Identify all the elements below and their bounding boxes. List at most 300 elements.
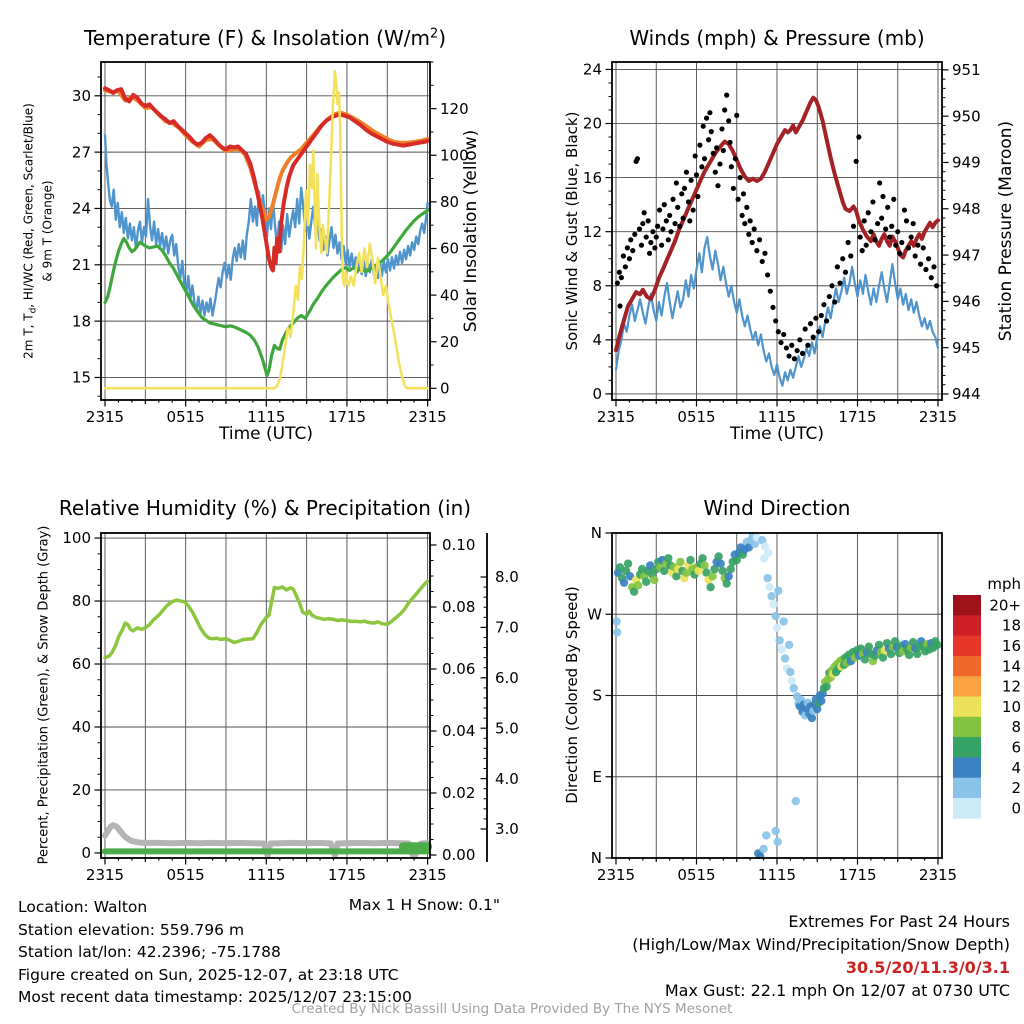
wind-gusts-black-point — [627, 256, 632, 261]
wind-gusts-black-point — [717, 161, 722, 166]
wind-gusts-black-point — [800, 351, 805, 356]
wind-gusts-black-point — [803, 326, 808, 331]
extremes-title: Extremes For Past 24 Hours — [788, 912, 1010, 931]
wind-gusts-black-point — [697, 143, 702, 148]
temp-left-axis-label-line2: & 9m T (Orange) — [40, 180, 55, 282]
tick-label: 100 — [440, 146, 469, 165]
wind-gusts-black-point — [797, 337, 802, 342]
extremes-subtitle: (High/Low/Max Wind/Precipitation/Snow Depth) — [632, 935, 1010, 954]
wind-gusts-black-point — [699, 164, 704, 169]
wind-gusts-black-point — [727, 140, 732, 145]
wind-gusts-black-point — [706, 137, 711, 142]
wind-gusts-black-point — [872, 237, 877, 242]
wind-gusts-black-point — [835, 264, 840, 269]
wind-gusts-black-point — [918, 262, 923, 267]
wind-direction-point — [642, 578, 650, 586]
wind-gusts-black-point — [714, 145, 719, 150]
tick-label: 2315 — [408, 866, 447, 884]
tick-label: 30 — [71, 87, 91, 105]
wind-direction-point — [767, 592, 775, 600]
wind-direction-point — [817, 697, 825, 705]
station-latlon: Station lat/lon: 42.2396; -75.1788 — [18, 943, 281, 962]
humidity-precipitation-chart — [62, 529, 519, 884]
wind-gusts-black-point — [704, 116, 709, 121]
wind-direction-point — [913, 650, 921, 658]
wind-gusts-black-point — [623, 264, 628, 269]
wind-gusts-black-point — [733, 156, 738, 161]
wind-gusts-black-point — [670, 197, 675, 202]
wind-gusts-black-point — [625, 245, 630, 250]
winds-xaxis-label: Time (UTC) — [730, 424, 824, 444]
tick-label: 60 — [71, 655, 91, 674]
temp-left-axis-label-line1: 2m T, $T_d$, HI/WC (Red, Green, Scarlet/Blue) — [21, 103, 39, 359]
wind-gusts-black-point — [646, 218, 651, 223]
wind-direction-point — [822, 682, 830, 690]
wind-gusts-black-point — [709, 129, 714, 134]
colorbar-swatch-12 — [953, 676, 981, 697]
wind-direction-point — [808, 714, 816, 722]
wind-direction-point — [773, 624, 781, 632]
tick-label: 16 — [1001, 636, 1021, 655]
wind-gusts-black-point — [719, 126, 724, 131]
wind-gusts-black-point — [695, 194, 700, 199]
tick-label: 1115 — [757, 866, 797, 884]
wind-direction-point — [686, 556, 694, 564]
wind-direction-point — [700, 561, 708, 569]
station-info-block — [18, 896, 412, 1009]
wind-direction-point — [762, 831, 770, 839]
wind-gusts-black-point — [837, 280, 842, 285]
wind-left-axis-label: Sonic Wind & Gust (Blue, Black) — [563, 111, 581, 351]
wind-direction-point — [865, 643, 873, 651]
wind-direction-point — [714, 552, 722, 560]
wind-direction-point — [933, 641, 941, 649]
wind-gusts-black-point — [715, 183, 720, 188]
wind-direction-point — [780, 617, 788, 625]
tick-label: 1715 — [838, 408, 877, 426]
wind-direction-point — [698, 554, 706, 562]
tick-label: 0.04 — [442, 722, 476, 741]
speed-colorbar — [953, 575, 1021, 819]
wind-gusts-black-point — [694, 172, 699, 177]
colorbar-swatch-20+ — [953, 595, 981, 616]
temp-title-sup: 2 — [429, 26, 439, 42]
wind-gusts-black-point — [666, 237, 671, 242]
humidity-chart-title: Relative Humidity (%) & Precipitation (in) — [58, 496, 472, 520]
tick-label: 24 — [71, 199, 91, 218]
wind-gusts-black-point — [662, 202, 667, 207]
wind-direction-chart-title: Wind Direction — [703, 496, 851, 520]
wind-gusts-black-point — [640, 221, 645, 226]
tick-label: S — [592, 686, 602, 705]
tick-label: 1115 — [247, 408, 286, 426]
wind-gusts-black-point — [895, 229, 900, 234]
wind-direction-point — [764, 549, 772, 557]
wind-gusts-black-point — [637, 226, 642, 231]
wind-direction-point — [759, 845, 767, 853]
tick-label: 80 — [440, 193, 460, 212]
tick-label: 2315 — [596, 408, 636, 426]
tick-label: 6 — [1011, 738, 1021, 757]
wind-gusts-black-point — [889, 224, 894, 229]
wind-gusts-black-point — [621, 253, 626, 258]
wind-direction-chart — [587, 524, 957, 884]
wind-gusts-black-point — [684, 170, 689, 175]
tick-label: 8 — [592, 276, 602, 295]
colorbar-swatch-4 — [953, 757, 981, 778]
wind-gusts-black-point — [795, 348, 800, 353]
extremes-values: 30.5/20/11.3/0/3.1 — [845, 958, 1010, 977]
wind-direction-point — [781, 654, 789, 662]
tick-label: 1115 — [247, 866, 286, 884]
wind-gusts-black-point — [765, 272, 770, 277]
wind-gusts-black-point — [854, 159, 859, 164]
tick-label: 2315 — [918, 408, 958, 426]
wind-direction-point — [785, 641, 793, 649]
tick-label: 950 — [952, 107, 981, 126]
wind-gusts-black-point — [615, 280, 620, 285]
wind-gusts-black-point — [870, 199, 875, 204]
wind-gusts-black-point — [711, 151, 716, 156]
wind-gusts-black-point — [934, 283, 939, 288]
wind-gusts-black-point — [674, 180, 679, 185]
wind-gusts-black-point — [862, 218, 867, 223]
tick-label: 20 — [582, 114, 602, 133]
wind-gusts-black-point — [829, 283, 834, 288]
wind-gusts-black-point — [921, 245, 926, 250]
wind-direction-point — [624, 559, 632, 567]
wind-gusts-black-point — [811, 335, 816, 340]
wind-gusts-black-point — [647, 251, 652, 256]
wind-gusts-black-point — [664, 218, 669, 223]
wind-direction-point — [725, 572, 733, 580]
tick-label: 4.0 — [495, 769, 519, 788]
wind-gusts-black-point — [691, 207, 696, 212]
tick-label: 0 — [81, 844, 91, 863]
wind-direction-point — [773, 838, 781, 846]
tick-label: 0515 — [166, 866, 205, 884]
wind-gusts-black-point — [675, 205, 680, 210]
tick-label: 60 — [440, 239, 460, 258]
tick-label: 80 — [71, 592, 91, 611]
wind-gusts-black-point — [819, 313, 824, 318]
wind-direction-point — [676, 558, 684, 566]
wind-direction-point — [777, 645, 785, 653]
wind-gusts-black-point — [713, 170, 718, 175]
wind-gusts-black-point — [805, 343, 810, 348]
wind-gusts-black-point — [667, 213, 672, 218]
wind-gusts-black-point — [655, 224, 660, 229]
wind-gusts-black-point — [760, 259, 765, 264]
tick-label: 947 — [952, 246, 981, 265]
wind-gusts-black-point — [883, 226, 888, 231]
wind-gusts-black-point — [659, 243, 664, 248]
tick-label: 4 — [1011, 758, 1021, 777]
tick-label: 24 — [582, 60, 602, 79]
tick-label: 0515 — [677, 408, 716, 426]
wind-gusts-black-point — [735, 197, 740, 202]
tick-label: 2315 — [408, 408, 447, 426]
wind-direction-point — [664, 554, 672, 562]
wind-gusts-black-point — [726, 118, 731, 123]
wind-gusts-black-point — [880, 194, 885, 199]
wind-gusts-black-point — [893, 243, 898, 248]
wind-gusts-black-point — [840, 256, 845, 261]
wind-gusts-black-point — [642, 210, 647, 215]
max-gust-text: Max Gust: 22.1 mph On 12/07 at 0730 UTC — [664, 981, 1010, 1000]
station-elevation: Station elevation: 559.796 m — [18, 920, 245, 939]
wind-direction-point — [771, 612, 779, 620]
wind-direction-point — [792, 797, 800, 805]
tick-label: 951 — [952, 61, 981, 80]
wind-gusts-black-point — [617, 270, 622, 275]
wind-gusts-black-point — [731, 186, 736, 191]
tick-label: 120 — [440, 99, 469, 118]
wind-gusts-black-point — [786, 353, 791, 358]
wind-gusts-black-point — [902, 207, 907, 212]
wind-direction-point — [788, 677, 796, 685]
tick-label: 0.00 — [442, 846, 476, 865]
tick-label: W — [587, 605, 602, 624]
wind-gusts-black-point — [742, 221, 747, 226]
tick-label: mph — [987, 575, 1021, 593]
tick-label: 40 — [440, 286, 460, 305]
wind-gusts-black-point — [754, 248, 759, 253]
tick-label: 20 — [440, 332, 460, 351]
tick-label: 27 — [71, 143, 91, 162]
wind-gusts-black-point — [858, 234, 863, 239]
wind-gusts-black-point — [746, 232, 751, 237]
wind-gusts-black-point — [680, 216, 685, 221]
wind-gusts-black-point — [693, 153, 698, 158]
tick-label: 3.0 — [495, 820, 519, 839]
tick-label: 1115 — [757, 408, 797, 426]
wind-gusts-black-point — [657, 207, 662, 212]
tick-label: 2315 — [85, 408, 125, 426]
wind-gusts-black-point — [701, 124, 706, 129]
wind-direction-point — [905, 651, 913, 659]
colorbar-swatch-0 — [953, 798, 981, 819]
wind-direction-point — [613, 628, 621, 636]
tick-label: 8 — [1011, 718, 1021, 737]
wind-gusts-black-point — [915, 243, 920, 248]
tick-label: 0.02 — [442, 784, 476, 803]
wind-gusts-black-point — [913, 253, 918, 258]
winds-chart-title: Winds (mph) & Pressure (mb) — [629, 26, 925, 50]
wind-gusts-black-point — [682, 186, 687, 191]
wind-gusts-black-point — [931, 264, 936, 269]
tick-label: 0515 — [677, 866, 716, 884]
tick-label: 0515 — [166, 408, 205, 426]
wind-direction-point — [769, 600, 777, 608]
wind-direction-point — [620, 578, 628, 586]
tick-label: 2 — [1011, 779, 1021, 798]
wind-gusts-black-point — [866, 210, 871, 215]
pressure-right-axis-label: Station Pressure (Maroon) — [996, 120, 1016, 342]
tick-label: 0.10 — [442, 536, 476, 555]
wind-gusts-black-point — [832, 299, 837, 304]
wind-gusts-black-point — [740, 213, 745, 218]
wind-gusts-black-point — [773, 318, 778, 323]
tick-label: 10 — [1001, 697, 1021, 716]
wind-gusts-black-point — [660, 226, 665, 231]
wind-direction-point — [634, 581, 642, 589]
wind-gusts-black-point — [789, 343, 794, 348]
tick-label: 8.0 — [495, 568, 519, 587]
wind-gusts-black-point — [677, 224, 682, 229]
colorbar-swatch-2 — [953, 778, 981, 799]
colorbar-swatch-14 — [953, 656, 981, 677]
direction-left-axis-label: Direction (Colored By Speed) — [563, 586, 581, 804]
wind-gusts-black-point — [911, 221, 916, 226]
tick-label: 14 — [1001, 657, 1021, 676]
tick-label: N — [590, 849, 602, 868]
max-snow-caption: Max 1 H Snow: 0.1" — [348, 896, 500, 914]
wind-gusts-black-point — [824, 318, 829, 323]
wind-direction-point — [771, 827, 779, 835]
wind-gusts-black-point — [891, 197, 896, 202]
wind-gusts-black-point — [929, 275, 934, 280]
tick-label: 6.0 — [495, 669, 519, 687]
wind-gusts-black-point — [877, 180, 882, 185]
wind-direction-point — [774, 587, 782, 595]
colorbar-swatch-18 — [953, 615, 981, 636]
wind-gusts-black-point — [906, 245, 911, 250]
wind-gusts-black-point — [652, 245, 657, 250]
colorbar-swatch-16 — [953, 636, 981, 657]
latest-data-timestamp: Most recent data timestamp: 2025/12/07 23:15:00 — [18, 988, 412, 1007]
wind-gusts-black-point — [762, 251, 767, 256]
wind-gusts-black-point — [639, 243, 644, 248]
wind-gusts-black-point — [748, 218, 753, 223]
tick-label: 7.0 — [495, 618, 519, 637]
tick-label: 20+ — [989, 596, 1021, 615]
wind-gusts-black-point — [909, 234, 914, 239]
tick-label: 5.0 — [495, 719, 519, 738]
temp-chart-title — [84, 26, 446, 50]
wind-direction-point — [879, 653, 887, 661]
wind-gusts-black-point — [650, 229, 655, 234]
credit-footer: Created By Nick Bassill Using Data Provided By The NYS Mesonet — [291, 1001, 733, 1017]
wind-direction-point — [708, 572, 716, 580]
wind-gusts-black-point — [722, 107, 727, 112]
tick-label: 20 — [71, 781, 91, 800]
wind-gusts-black-point — [689, 178, 694, 183]
wind-gusts-black-point — [868, 229, 873, 234]
tick-label: 2315 — [918, 866, 958, 884]
wind-gusts-black-point — [721, 148, 726, 153]
wind-direction-point — [765, 583, 773, 591]
tick-label: 1715 — [327, 866, 367, 884]
tick-label: 18 — [71, 312, 91, 331]
wind-gusts-black-point — [926, 256, 931, 261]
wind-gusts-black-point — [851, 224, 856, 229]
wind-gusts-black-point — [628, 237, 633, 242]
wind-direction-point — [887, 650, 895, 658]
temp-xaxis-label: Time (UTC) — [219, 424, 313, 444]
wind-gusts-black-point — [648, 240, 653, 245]
wind-gusts-black-point — [860, 248, 865, 253]
wind-gusts-black-point — [856, 134, 861, 139]
wind-gusts-black-point — [864, 243, 869, 248]
insolation-right-axis-label: Solar Insolation (Yellow) — [461, 129, 481, 333]
tick-label: N — [590, 524, 602, 543]
tick-label: 4 — [592, 331, 602, 350]
wind-gusts-black-point — [668, 229, 673, 234]
wind-gusts-black-point — [702, 156, 707, 161]
colorbar-swatch-8 — [953, 717, 981, 738]
wind-gusts-black-point — [679, 191, 684, 196]
figure-created: Figure created on Sun, 2025-12-07, at 23:18 UTC — [18, 965, 399, 984]
wind-gusts-black-point — [885, 205, 890, 210]
wind-direction-point — [722, 579, 730, 587]
wind-direction-point — [763, 574, 771, 582]
tick-label: 15 — [71, 368, 91, 387]
wind-gusts-black-point — [654, 234, 659, 239]
wind-gusts-black-point — [768, 289, 773, 294]
wind-gusts-black-point — [724, 93, 729, 98]
wind-gusts-black-point — [741, 191, 746, 196]
wind-direction-point — [727, 565, 735, 573]
tick-label: 12 — [582, 222, 602, 241]
temp-title-suffix: ) — [438, 26, 447, 50]
wind-direction-point — [775, 636, 783, 644]
tick-label: 948 — [952, 199, 981, 218]
wind-gusts-black-point — [784, 345, 789, 350]
wind-gusts-black-point — [808, 321, 813, 326]
wind-gusts-black-point — [770, 305, 775, 310]
colorbar-swatch-6 — [953, 737, 981, 758]
wind-gusts-black-point — [632, 232, 637, 237]
wind-gusts-black-point — [776, 329, 781, 334]
wind-gusts-black-point — [846, 240, 851, 245]
wind-gusts-black-point — [619, 275, 624, 280]
wind-direction-point — [612, 617, 620, 625]
tick-label: 1715 — [327, 408, 367, 426]
humidity-left-axis-label: Percent, Precipitation (Green), & Snow Depth (Gray) — [36, 525, 52, 865]
wind-gusts-black-point — [635, 156, 640, 161]
temp-title-prefix: Temperature (F) & Insolation (W/m — [83, 26, 430, 50]
tick-label: 949 — [952, 153, 981, 172]
wind-gusts-black-point — [750, 240, 755, 245]
wind-gusts-black-point — [813, 316, 818, 321]
tick-label: 12 — [1001, 677, 1021, 696]
extremes-block — [632, 910, 1010, 1002]
wind-gusts-black-point — [792, 356, 797, 361]
tick-label: 0.08 — [442, 598, 476, 617]
tick-label: 945 — [952, 338, 981, 357]
wind-gusts-black-point — [897, 251, 902, 256]
station-location: Location: Walton — [18, 898, 148, 916]
wind-direction-point — [650, 576, 658, 584]
wind-gusts-black-point — [899, 240, 904, 245]
wind-gusts-black-point — [729, 164, 734, 169]
wind-gusts-black-point — [630, 248, 635, 253]
wind-gusts-black-point — [734, 113, 739, 118]
wind-gusts-black-point — [781, 332, 786, 337]
wind-gusts-black-point — [875, 221, 880, 226]
tick-label: 0 — [592, 385, 602, 404]
wind-gusts-black-point — [687, 218, 692, 223]
temp-left-axis-label — [21, 103, 54, 359]
wind-gusts-black-point — [848, 253, 853, 258]
wind-gusts-black-point — [617, 303, 622, 308]
wind-gusts-black-point — [744, 205, 749, 210]
tick-label: 16 — [582, 168, 602, 187]
wind-direction-point — [706, 583, 714, 591]
tick-label: 21 — [71, 256, 91, 274]
tick-label: 946 — [952, 292, 981, 311]
